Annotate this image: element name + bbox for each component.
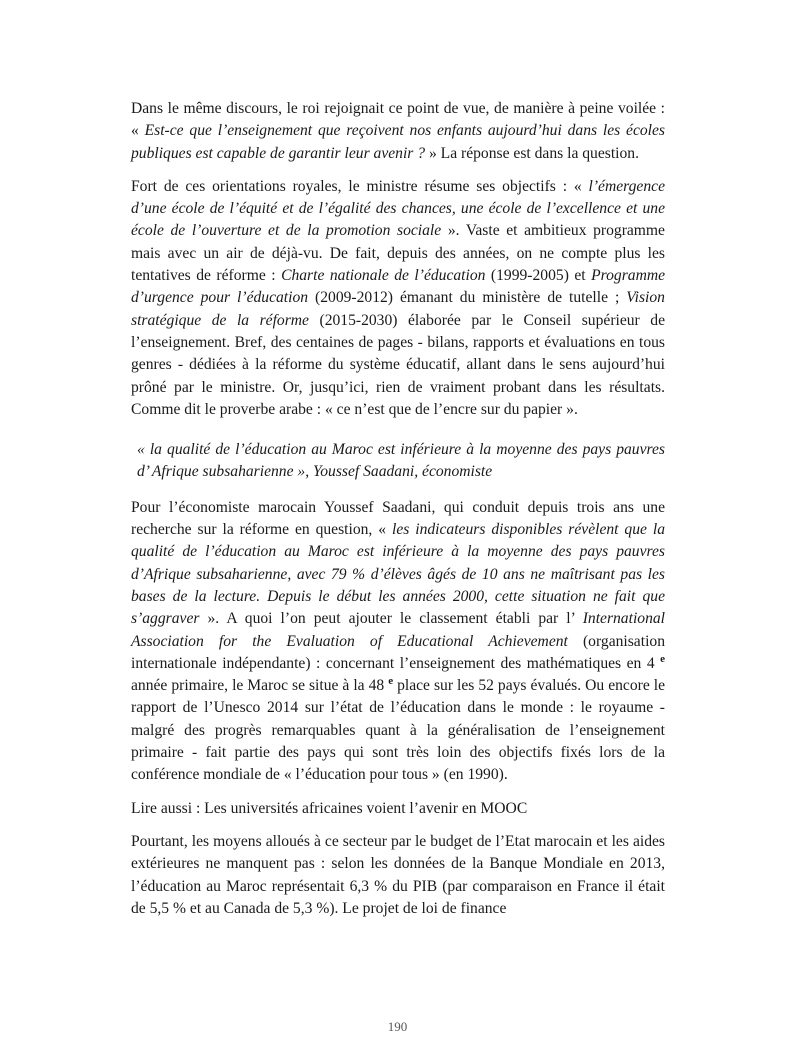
page-body (131, 98, 665, 931)
paragraph-royal-speech: Dans le même discours, le roi rejoignait ce point de vue, de manière à peine voilée : « Est-ce que l’enseignement que reçoivent nos enfants aujourd’hui dans les écoles publiques est capable de garantir leur avenir ? » La réponse est dans la question. (131, 100, 665, 162)
title-iea: International Association for the Evaluation of Educational Achievement (131, 610, 665, 650)
paragraph-saadani: Pour l’économiste marocain Youssef Saadani, qui conduit depuis trois ans une recherche sur la réforme en question, « les indicateurs disponibles révèlent que la qualité de l’éducation au Maroc est inférieure à la moyenne des pays pauvres d’Afrique subsaharienne, avec 79 % d’élèves âgés de 10 ans ne maîtrisant pas les bases de la lecture. Depuis le début les années 2000, cette situation ne fait que s’aggraver ». A quoi l’on peut ajouter le classement établi par l’ International Association for the Evaluation of Educational Achievement (organisation internationale indépendante) : concernant l’enseignement des mathématiques en 4 $^e$ année primaire, le Maroc se situe à la 48 $^e$ place sur les 52 pays évalués. Ou encore le rapport de l’Unesco 2014 sur l’état de l’éducation dans le monde : le royaume - malgré des progrès remarquables quant à la généralisation de l’enseignement primaire - fait partie des pays qui sont très loin des objectifs fixés lors de la conférence mondiale de « l’éducation pour tous » (en 1990). (131, 498, 665, 784)
title-charte: Charte nationale de l’éducation (281, 267, 486, 285)
pull-quote: « la qualité de l’éducation au Maroc est inférieure à la moyenne des pays pauvres d’ Afrique subsaharienne », Youssef Saadani, économiste (137, 441, 665, 481)
quote-king: Est-ce que l’enseignement que reçoivent nos enfants aujourd’hui dans les écoles publiques est capable de garantir leur avenir ? (131, 122, 665, 162)
read-also-link[interactable]: Lire aussi : Les universités africaines voient l’avenir en MOOC (131, 799, 528, 817)
title-programme-urgence: Programme d’urgence pour l’éducation (131, 267, 666, 307)
quote-minister: l’émergence d’une école de l’équité et de l’égalité des chances, une école de l’excellence et une école de l’ouverture et de la promotion sociale (131, 177, 665, 240)
page-number: 190 (387, 1019, 408, 1034)
title-vision-strategique: Vision stratégique de la réforme (131, 289, 665, 329)
paragraph-budget: Pourtant, les moyens alloués à ce secteur par le budget de l’Etat marocain et les aides extérieures ne manquent pas : selon les données de la Banque Mondiale en 2013, l’éducation au Maroc représentait 6,3 % du PIB (par comparaison en France il était de 5,5 % et au Canada de 5,3 %). Le projet de loi de finance (131, 832, 665, 917)
quote-saadani: les indicateurs disponibles révèlent que la qualité de l’éducation au Maroc est inférieure à la moyenne des pays pauvres d’Afrique subsaharienne, avec 79 % d’élèves âgés de 10 ans ne maîtrisant pas les bases de la lecture. Depuis le début les années 2000, cette situation ne fait que s’aggraver (131, 521, 665, 628)
paragraph-minister-objectives: Fort de ces orientations royales, le ministre résume ses objectifs : « l’émergence d’une école de l’équité et de l’égalité des chances, une école de l’excellence et une école de l’ouverture et de la promotion sociale ». Vaste et ambitieux programme mais avec un air de déjà-vu. De fait, depuis des années, on ne compte plus les tentatives de réforme : Charte nationale de l’éducation (1999-2005) et Programme d’urgence pour l’éducation (2009-2012) émanant du ministère de tutelle ; Vision stratégique de la réforme (2015-2030) élaborée par le Conseil supérieur de l’enseignement. Bref, des centaines de pages - bilans, rapports et évaluations en tous genres - dédiées à la réforme du système éducatif, allant dans le sens aujourd’hui prôné par le ministre. Or, jusqu’ici, rien de vraiment probant dans les résultats. Comme dit le proverbe arabe : « ce n’est que de l’encre sur du papier ». (131, 177, 666, 418)
